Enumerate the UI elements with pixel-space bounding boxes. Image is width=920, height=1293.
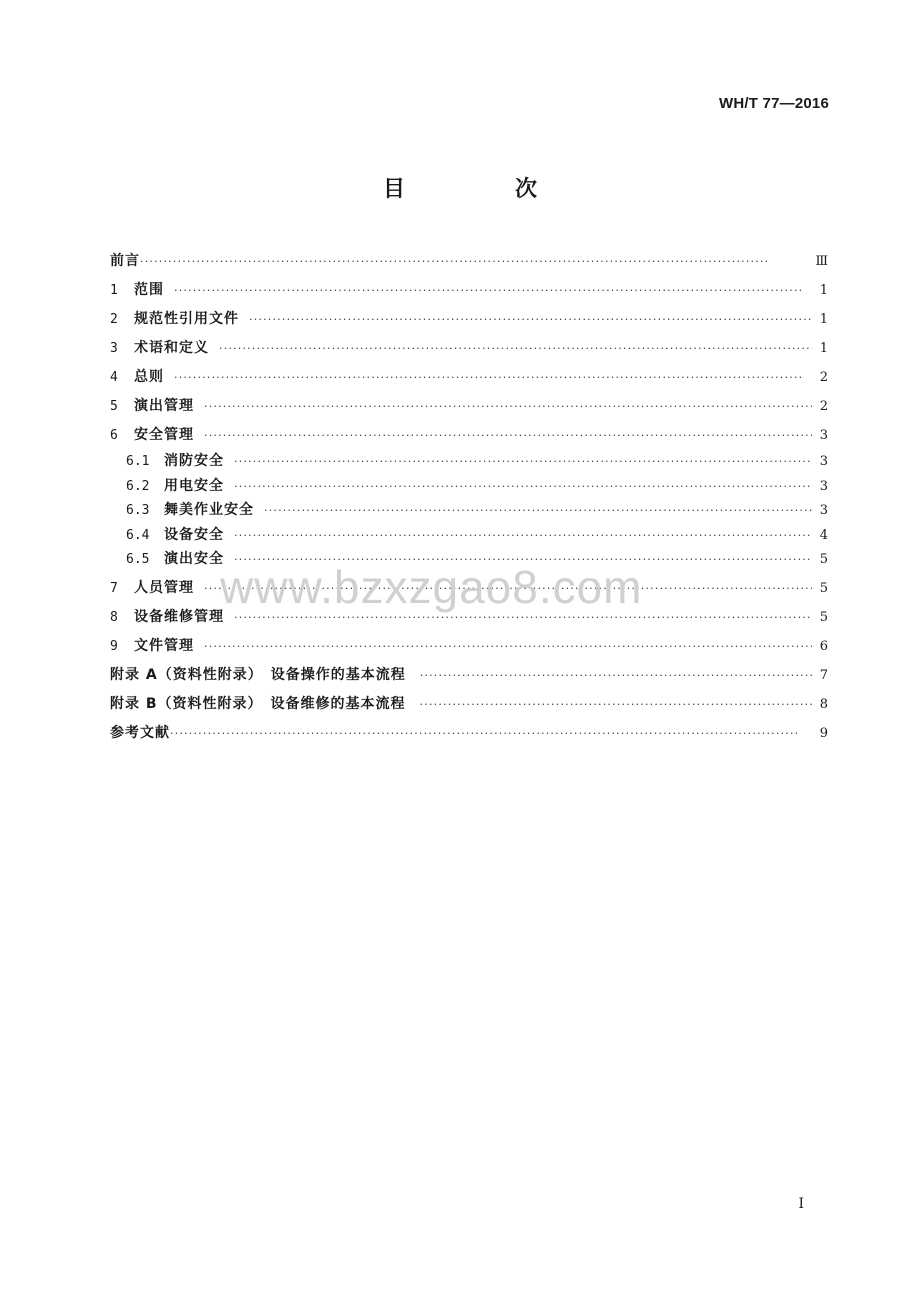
toc-entry-page: Ⅲ: [815, 254, 828, 269]
toc-entry-label: 设备维修管理: [134, 608, 224, 625]
toc-entry-label: 设备安全: [164, 526, 224, 543]
toc-entry-references[interactable]: [110, 722, 828, 751]
toc-entry-number: 9: [110, 638, 118, 654]
page-number: I: [798, 1196, 804, 1212]
toc-entry-number: 8: [110, 609, 118, 625]
page-title: 目 次: [382, 177, 581, 202]
toc-entry-page: 2: [819, 399, 828, 414]
toc-entry-number: 6.5: [126, 552, 150, 567]
toc-entry-number: 5: [110, 399, 118, 414]
toc-leader-dots: [204, 400, 812, 413]
toc-entry-label: 文件管理: [134, 637, 194, 654]
toc-entry-number: 7: [110, 580, 118, 596]
toc-entry-number: 6.1: [126, 454, 150, 469]
toc-entry-number: 6.4: [126, 527, 150, 543]
toc-entry-page: 1: [819, 283, 828, 298]
toc-entry-number: 6.2: [126, 478, 150, 494]
toc-entry-label: 人员管理: [134, 579, 194, 596]
toc-entry-label: 术语和定义: [134, 340, 209, 356]
toc-entry-page: 7: [819, 667, 828, 683]
toc-entry-6-2[interactable]: [110, 475, 828, 500]
toc-entry-page: 1: [819, 312, 828, 327]
toc-entry-8[interactable]: [110, 606, 828, 635]
toc-entry-6[interactable]: [110, 424, 828, 450]
toc-entry-page: 8: [819, 696, 828, 712]
toc-leader-dots: [234, 611, 812, 624]
toc-leader-dots: [170, 727, 812, 740]
toc-entry-page: 3: [819, 503, 828, 518]
toc-entry-appendix-b[interactable]: [110, 693, 828, 722]
toc-entry-page: 5: [819, 580, 828, 596]
toc-entry-label: 附录 A（资料性附录） 设备操作的基本流程: [110, 666, 406, 683]
toc-entry-page: 6: [819, 638, 828, 654]
toc-entry-label: 范围: [134, 282, 164, 298]
toc-leader-dots: [204, 429, 812, 442]
toc-entry-number: 2: [110, 312, 118, 327]
toc-entry-label: 附录 B（资料性附录） 设备维修的基本流程: [110, 695, 406, 712]
toc-entry-label: 参考文献: [110, 724, 170, 741]
toc-entry-page: 9: [819, 725, 828, 741]
watermark-url: www.bzxzgao8.com: [220, 561, 643, 613]
toc-leader-dots: [234, 480, 812, 493]
toc-entry-6-5[interactable]: [110, 548, 828, 573]
toc-entry-page: 3: [819, 454, 828, 469]
toc-entry-7[interactable]: [110, 577, 828, 606]
toc-entry-6-1[interactable]: [110, 450, 828, 475]
toc-entry-label: 演出安全: [164, 551, 224, 567]
toc-entry-label: 规范性引用文件: [134, 311, 239, 327]
toc-entry-label: 消防安全: [164, 453, 224, 469]
toc-entry-1[interactable]: [110, 279, 828, 308]
toc-entry-label: 演出管理: [134, 398, 194, 414]
toc-leader-dots: [204, 582, 812, 595]
table-of-contents: [110, 250, 828, 751]
toc-entry-page: 5: [819, 552, 828, 567]
toc-entry-label: 舞美作业安全: [164, 502, 254, 518]
toc-leader-dots: [174, 371, 812, 384]
toc-leader-dots: [249, 313, 812, 326]
toc-entry-page: 5: [819, 609, 828, 625]
toc-entry-6-3[interactable]: [110, 499, 828, 524]
toc-entry-appendix-a[interactable]: [110, 664, 828, 693]
toc-entry-page: 1: [819, 341, 828, 356]
toc-entry-page: 3: [819, 428, 828, 443]
toc-entry-number: 4: [110, 370, 118, 385]
toc-entry-label: 总则: [134, 369, 164, 385]
toc-entry-label: 前言: [110, 253, 140, 269]
toc-leader-dots: [420, 669, 812, 682]
toc-entry-5[interactable]: [110, 395, 828, 424]
toc-entry-label: 用电安全: [164, 477, 224, 494]
toc-entry-6-4[interactable]: [110, 524, 828, 549]
toc-entry-page: 3: [819, 478, 828, 494]
toc-leader-dots: [219, 342, 812, 355]
toc-leader-dots: [264, 504, 812, 517]
toc-entry-2[interactable]: [110, 308, 828, 337]
toc-leader-dots: [420, 698, 812, 711]
toc-entry-number: 3: [110, 341, 118, 356]
toc-leader-dots: [234, 455, 812, 468]
toc-leader-dots: [140, 255, 811, 268]
toc-entry-4[interactable]: [110, 366, 828, 395]
toc-entry-number: 1: [110, 283, 118, 298]
toc-entry-number: 6: [110, 428, 118, 443]
toc-entry-9[interactable]: [110, 635, 828, 664]
toc-entry-page: 4: [819, 527, 828, 543]
toc-entry-number: 6.3: [126, 503, 150, 518]
standard-code: WH/T 77—2016: [719, 95, 829, 112]
toc-entry-label: 安全管理: [134, 427, 194, 443]
toc-leader-dots: [234, 529, 812, 542]
toc-entry-page: 2: [819, 370, 828, 385]
toc-entry-foreword[interactable]: [110, 250, 828, 279]
toc-leader-dots: [174, 284, 812, 297]
toc-entry-3[interactable]: [110, 337, 828, 366]
toc-leader-dots: [204, 640, 812, 653]
toc-leader-dots: [234, 553, 812, 566]
